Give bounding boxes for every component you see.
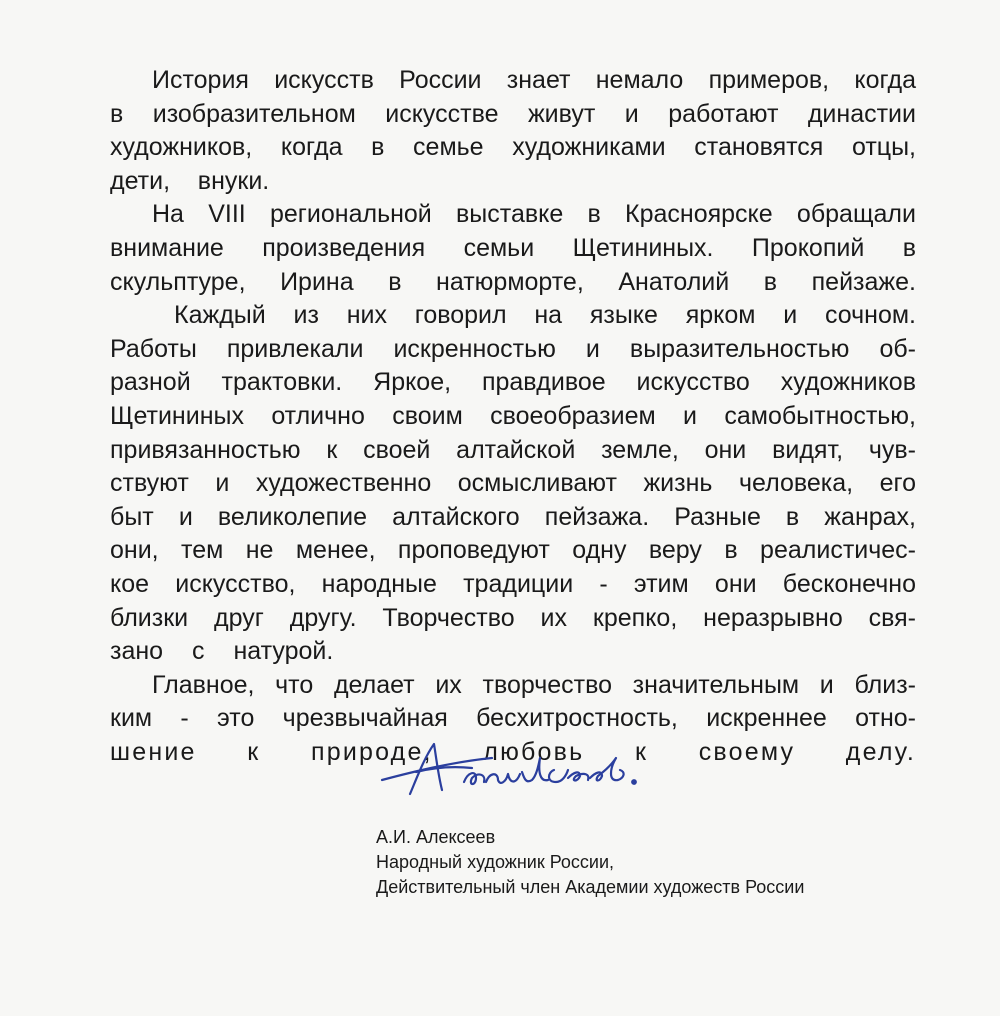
text-line: скульптуре, Ирина в натюрморте, Анатолий в пейзаже. [110, 267, 916, 296]
text-line: История искусств России знает немало примеров, когда [152, 66, 916, 94]
text-line: шение к природе, любовь к своему делу. [110, 737, 916, 766]
text-line: они, тем не менее, проповедуют одну веру в реалистичес- [110, 536, 916, 565]
author-credits [376, 825, 804, 900]
author-name: А.И. Алексеев [376, 827, 496, 847]
main-text [110, 64, 916, 769]
text-line: ствуют и художественно осмысливают жизнь человека, его [110, 469, 916, 498]
text-line: в изобразительном искусстве живут и работают династии [110, 99, 916, 128]
text-line: внимание произведения семьи Щетининых. Прокопий в [110, 233, 916, 262]
text-line: ким - это чрезвычайная бесхитростность, искреннее отно- [110, 704, 916, 733]
text-line: Работы привлекали искренностью и выразительностью об- [110, 334, 916, 363]
author-signature [372, 728, 712, 808]
text-line: дети, внуки. [110, 166, 270, 195]
text-line: Щетининых отлично своим своеобразием и самобытностью, [110, 401, 916, 430]
text-line: разной трактовки. Яркое, правдивое искусство художников [110, 368, 916, 397]
text-line: быт и великолепие алтайского пейзажа. Разные в жанрах, [110, 502, 916, 531]
text-line: На VIII региональной выставке в Красноярске обращали [152, 200, 916, 229]
text-line: зано с натурой. [110, 637, 334, 666]
text-line: Главное, что делает их творчество значительным и близ- [152, 670, 916, 699]
text-line: Каждый из них говорил на языке ярком и сочном. [174, 301, 916, 330]
text-line: близки друг другу. Творчество их крепко, неразрывно свя- [110, 603, 916, 632]
text-line: кое искусство, народные традиции - этим они бесконечно [110, 569, 916, 598]
text-line: привязанностью к своей алтайской земле, они видят, чув- [110, 435, 916, 464]
text-line: художников, когда в семье художниками становятся отцы, [110, 133, 916, 162]
author-membership: Действительный член Академии художеств России [376, 877, 805, 897]
author-title: Народный художник России, [376, 852, 615, 872]
